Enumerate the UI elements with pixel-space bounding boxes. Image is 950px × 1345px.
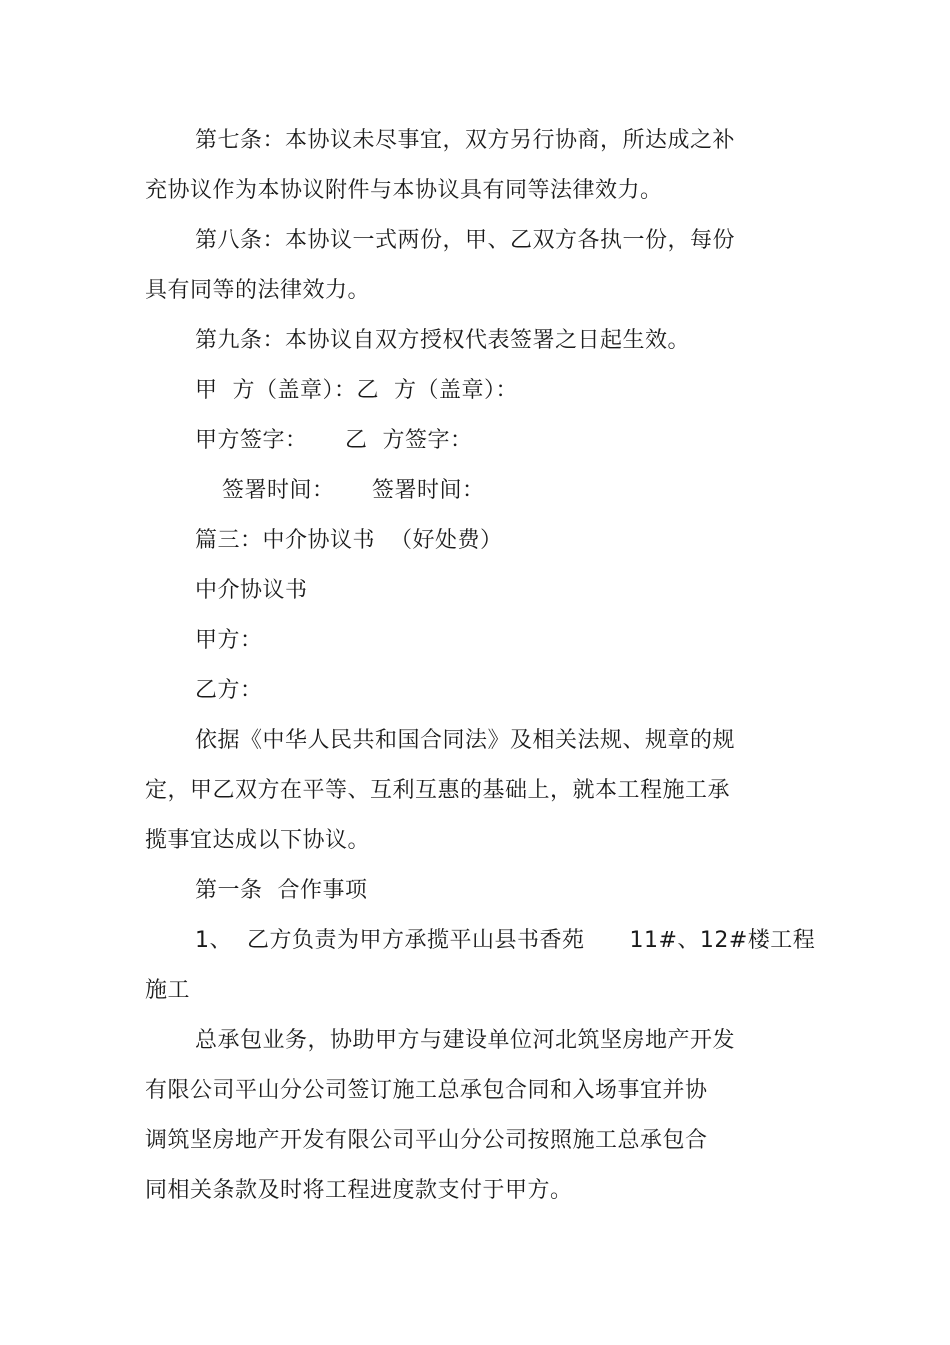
seal-line: 甲 方（盖章）：乙 方（盖章）： <box>195 378 518 403</box>
article-9-line: 第九条：本协议自双方授权代表签署之日起生效。 <box>195 328 691 353</box>
clause-1-line-3: 总承包业务，协助甲方与建设单位河北筑坚房地产开发 <box>195 1028 736 1053</box>
clause-1-line-6: 同相关条款及时将工程进度款支付于甲方。 <box>145 1178 573 1203</box>
clause-1-line-4: 有限公司平山分公司签订施工总承包合同和入场事宜并协 <box>145 1078 708 1103</box>
preamble-line-3: 揽事宜达成以下协议。 <box>145 828 371 853</box>
preamble-line-1: 依据《中华人民共和国合同法》及相关法规、规章的规 <box>195 728 736 753</box>
article-7-line-2: 充协议作为本协议附件与本协议具有同等法律效力。 <box>145 178 663 203</box>
section-heading: 篇三：中介协议书 （好处费） <box>195 528 503 553</box>
party-b-label: 乙方： <box>195 678 263 703</box>
signature-line: 甲方签字： 乙 方签字： <box>195 428 473 453</box>
clause-1-line-1: 1、 乙方负责为甲方承揽平山县书香苑 11#、12#楼工程 <box>195 928 816 953</box>
party-a-label: 甲方： <box>195 628 263 653</box>
signing-date-line: 签署时间： 签署时间： <box>222 478 485 503</box>
agreement-title: 中介协议书 <box>195 578 308 603</box>
article-7-line-1: 第七条：本协议未尽事宜，双方另行协商，所达成之补 <box>195 128 736 153</box>
article-1-heading: 第一条 合作事项 <box>195 878 368 903</box>
preamble-line-2: 定，甲乙双方在平等、互利互惠的基础上，就本工程施工承 <box>145 778 731 803</box>
clause-1-line-2: 施工 <box>145 978 191 1003</box>
clause-1-line-5: 调筑坚房地产开发有限公司平山分公司按照施工总承包合 <box>145 1128 708 1153</box>
article-8-line-1: 第八条：本协议一式两份，甲、乙双方各执一份，每份 <box>195 228 736 253</box>
article-8-line-2: 具有同等的法律效力。 <box>145 278 371 303</box>
